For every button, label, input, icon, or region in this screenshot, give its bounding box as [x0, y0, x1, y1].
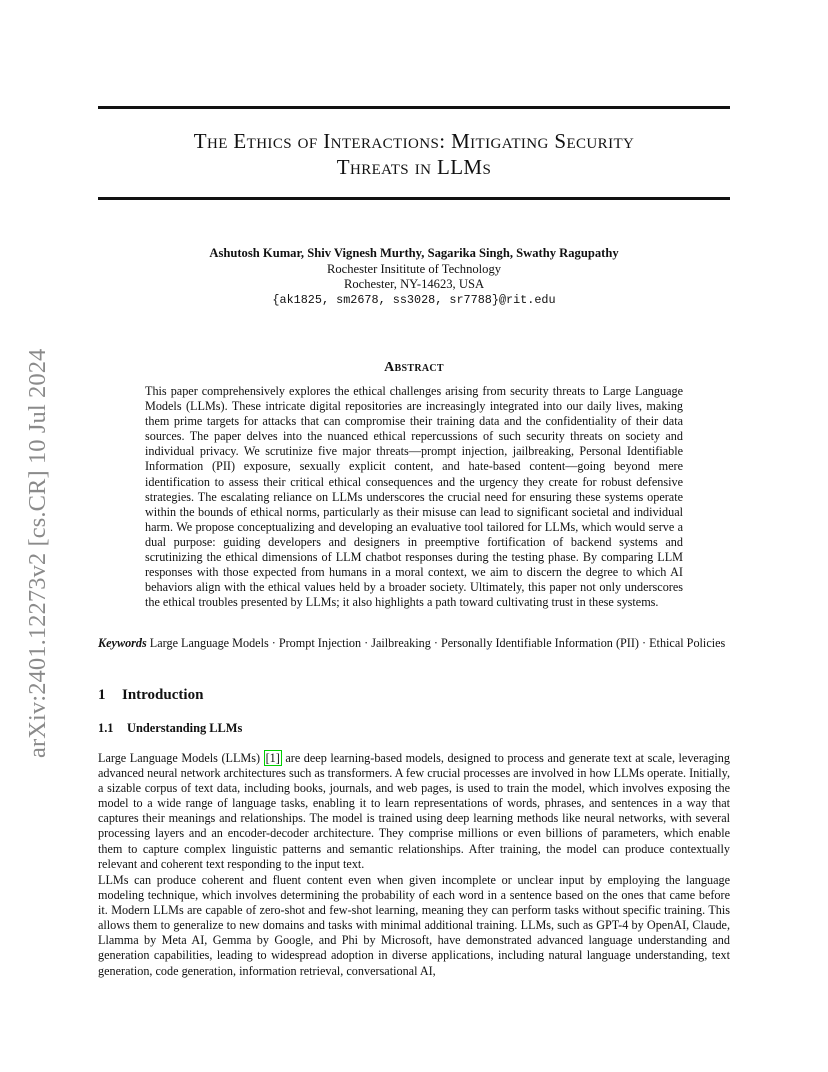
author-block: [98, 246, 730, 308]
citation-link-1[interactable]: [1]: [265, 751, 280, 765]
title-line-2: Threats in LLMs: [336, 155, 492, 179]
arxiv-identifier: arXiv:2401.12273v2 [cs.CR] 10 Jul 2024: [24, 348, 51, 758]
section-number: 1: [98, 687, 106, 703]
subsection-title: Understanding LLMs: [127, 721, 243, 735]
paragraph-1-rest: are deep learning-based models, designed to process and generate text at scale, leveraging advanced neural network architectures such as transformers. A few crucial processes are involved in how LLMs operate. Initially, a sizable corpus of text data, including books, journals, and web pages, is used to train the model, which involves exposing the model to a wide range of language tasks, enabling it to learn representations of words, phrases, and sentences in a way that captures their meanings and relationships. The model is trained using deep learning methods like neural networks, with several processing layers and an encoder-decoder architecture. They comprise millions or even billions of parameters, which enable them to capture complex linguistic patterns and semantic relationships. After training, the model can produce contextually relevant and coherent text responding to the input text.: [98, 751, 730, 871]
author-names: Ashutosh Kumar, Shiv Vignesh Murthy, Sagarika Singh, Swathy Ragupathy: [209, 246, 619, 260]
subsection-heading-understanding-llms: [98, 721, 242, 736]
title-top-rule: [98, 106, 730, 109]
body-paragraph-1: [98, 751, 730, 872]
keywords: [98, 636, 730, 651]
keywords-text: Large Language Models · Prompt Injection · Jailbreaking · Personally Identifiable Information (PII) · Ethical Policies: [146, 636, 726, 650]
abstract-text: This paper comprehensively explores the ethical challenges arising from security threats to Large Language Models (LLMs). These intricate digital repositories are increasingly integrated into our daily lives, making them prime targets for attacks that can compromise their training data and the confidentiality of their data sources. The paper delves into the nuanced ethical repercussions of such security threats on society and individual privacy. We scrutinize five major threats—prompt injection, jailbreaking, Personal Identifiable Information (PII) exposure, sexually explicit content, and hate-based content—going beyond mere identification to assess their critical ethical consequences and the urgency they create for robust defensive strategies. The escalating reliance on LLMs underscores the crucial need for ensuring these systems operate within the bounds of ethical norms, particularly as their misuse can lead to significant societal and individual harm. We propose conceptualizing and developing an evaluative tool tailored for LLMs, which would serve a dual purpose: guiding developers and designers in preemptive fortification of backend systems and scrutinizing the ethical dimensions of LLM chatbot responses during the testing phase. By comparing LLM responses with those expected from humans in a moral context, we aim to discern the degree to which AI behaviors align with the ethical values held by a broader society. Ultimately, this paper not only underscores the ethical troubles presented by LLMs; it also highlights a path toward cultivating trust in these systems.: [145, 384, 683, 610]
subsection-number: 1.1: [98, 721, 114, 735]
abstract-heading: Abstract: [384, 360, 444, 375]
keywords-label: Keywords: [98, 636, 147, 650]
author-affiliation: Rochester Insititute of Technology: [326, 261, 502, 276]
paragraph-1-start: Large Language Models (LLMs): [98, 751, 264, 765]
body-paragraph-2: LLMs can produce coherent and fluent content even when given incomplete or unclear input by employing the language modeling technique, which involves determining the probability of each word in a sentence based on the ones that came before it. Modern LLMs are capable of zero-shot and few-shot learning, meaning they can perform tasks without specific training. This allows them to generalize to new domains and tasks with minimal additional training. LLMs, such as GPT-4 by OpenAI, Claude, Llamma by Meta AI, Gemma by Google, and Phi by Microsoft, have demonstrated advanced language understanding and generation capabilities, leading to widespread adoption in diverse applications, including natural language understanding, text generation, code generation, information retrieval, conversational AI,: [98, 873, 730, 978]
author-address: Rochester, NY-14623, USA: [343, 277, 485, 291]
section-heading-introduction: [98, 687, 203, 704]
author-emails: {ak1825, sm2678, ss3028, sr7788}@rit.edu: [272, 292, 556, 307]
title-bottom-rule: [98, 197, 730, 200]
paper-title: [98, 128, 730, 180]
title-line-1: The Ethics of Interactions: Mitigating Security: [193, 129, 635, 153]
section-title: Introduction: [122, 687, 204, 703]
